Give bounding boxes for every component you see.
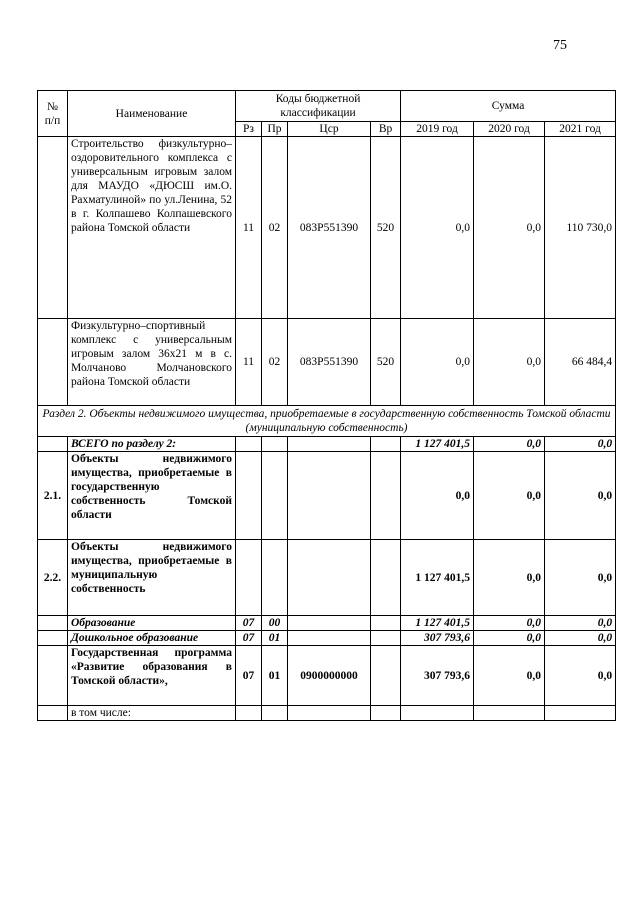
header-vr: Вр xyxy=(371,122,401,137)
header-rz: Рз xyxy=(236,122,262,137)
header-pr: Пр xyxy=(262,122,288,137)
row-vr: 520 xyxy=(371,319,401,406)
row-name: в том числе: xyxy=(68,706,236,721)
table-row xyxy=(38,631,616,646)
row-rz: 11 xyxy=(236,319,262,406)
row-2019: 0,0 xyxy=(401,452,474,540)
row-name: Государственная программа «Развитие образования в Томской области», xyxy=(68,646,236,706)
header-2021: 2021 год xyxy=(545,122,616,137)
row-csr xyxy=(288,452,371,540)
row-pr: 00 xyxy=(262,616,288,631)
row-2019: 307 793,6 xyxy=(401,631,474,646)
row-2019: 307 793,6 xyxy=(401,646,474,706)
row-rz: 07 xyxy=(236,616,262,631)
row-csr: 083P551390 xyxy=(288,137,371,319)
table-row xyxy=(38,706,616,721)
row-2021: 0,0 xyxy=(545,452,616,540)
row-pr xyxy=(262,452,288,540)
row-2021: 0,0 xyxy=(545,540,616,616)
header-csr: Цср xyxy=(288,122,371,137)
row-pr xyxy=(262,540,288,616)
row-rz xyxy=(236,540,262,616)
section-total-2021: 0,0 xyxy=(545,437,616,452)
row-num xyxy=(38,137,68,319)
row-2019: 0,0 xyxy=(401,137,474,319)
row-2019: 1 127 401,5 xyxy=(401,616,474,631)
row-num: 2.1. xyxy=(38,452,68,540)
row-csr xyxy=(288,540,371,616)
header-2020: 2020 год xyxy=(474,122,545,137)
section-total-2020: 0,0 xyxy=(474,437,545,452)
row-vr: 520 xyxy=(371,137,401,319)
header-sum: Сумма xyxy=(401,91,616,122)
row-rz: 07 xyxy=(236,631,262,646)
row-num: 2.2. xyxy=(38,540,68,616)
table-row xyxy=(38,540,616,616)
row-2020: 0,0 xyxy=(474,616,545,631)
section-total-label: ВСЕГО по разделу 2: xyxy=(68,437,236,452)
row-2020: 0,0 xyxy=(474,137,545,319)
row-name: Образование xyxy=(68,616,236,631)
table-row xyxy=(38,319,616,406)
table-row xyxy=(38,137,616,319)
row-csr: 0900000000 xyxy=(288,646,371,706)
section-2-title: Раздел 2. Объекты недвижимого имущества, приобретаемые в государственную собственность Томской области (муниципальную собственность) xyxy=(38,406,616,437)
row-pr: 01 xyxy=(262,631,288,646)
row-2020: 0,0 xyxy=(474,452,545,540)
budget-table xyxy=(37,90,616,721)
row-vr xyxy=(371,452,401,540)
row-2021: 66 484,4 xyxy=(545,319,616,406)
section-total-row xyxy=(38,437,616,452)
page-number: 75 xyxy=(553,38,567,53)
row-2021: 0,0 xyxy=(545,631,616,646)
row-2021: 110 730,0 xyxy=(545,137,616,319)
row-rz: 11 xyxy=(236,137,262,319)
table-row xyxy=(38,452,616,540)
header-codes: Коды бюджетной классификации xyxy=(236,91,401,122)
row-rz xyxy=(236,452,262,540)
row-2019: 1 127 401,5 xyxy=(401,540,474,616)
header-name: Наименование xyxy=(68,91,236,137)
row-2020: 0,0 xyxy=(474,540,545,616)
row-2019: 0,0 xyxy=(401,319,474,406)
row-pr: 02 xyxy=(262,137,288,319)
row-name: Физкультурно–спортивный комплекс с универсальным игровым залом 36х21 м в с. Молчаново Молчановского района Томской области xyxy=(68,319,236,406)
header-num: № п/п xyxy=(38,91,68,137)
row-name: Строительство физкультурно–оздоровительного комплекса с универсальным игровым залом для МАУДО «ДЮСШ им.О. Рахматулиной» по ул.Ленина, 52 в г. Колпашево Колпашевского района Томской области xyxy=(68,137,236,319)
row-name: Дошкольное образование xyxy=(68,631,236,646)
row-2021: 0,0 xyxy=(545,646,616,706)
row-2021: 0,0 xyxy=(545,616,616,631)
header-row-top xyxy=(38,91,616,122)
row-num xyxy=(38,319,68,406)
section-total-2019: 1 127 401,5 xyxy=(401,437,474,452)
section-title-row xyxy=(38,406,616,437)
header-2019: 2019 год xyxy=(401,122,474,137)
row-rz: 07 xyxy=(236,646,262,706)
row-2020: 0,0 xyxy=(474,646,545,706)
row-vr xyxy=(371,540,401,616)
row-2020: 0,0 xyxy=(474,631,545,646)
row-pr: 02 xyxy=(262,319,288,406)
row-name: Объекты недвижимого имущества, приобретаемые в муниципальную собственность xyxy=(68,540,236,616)
row-2020: 0,0 xyxy=(474,319,545,406)
table-row xyxy=(38,616,616,631)
row-name: Объекты недвижимого имущества, приобретаемые в государственную собственность Томской области xyxy=(68,452,236,540)
row-pr: 01 xyxy=(262,646,288,706)
row-csr: 083P551390 xyxy=(288,319,371,406)
table-row xyxy=(38,646,616,706)
